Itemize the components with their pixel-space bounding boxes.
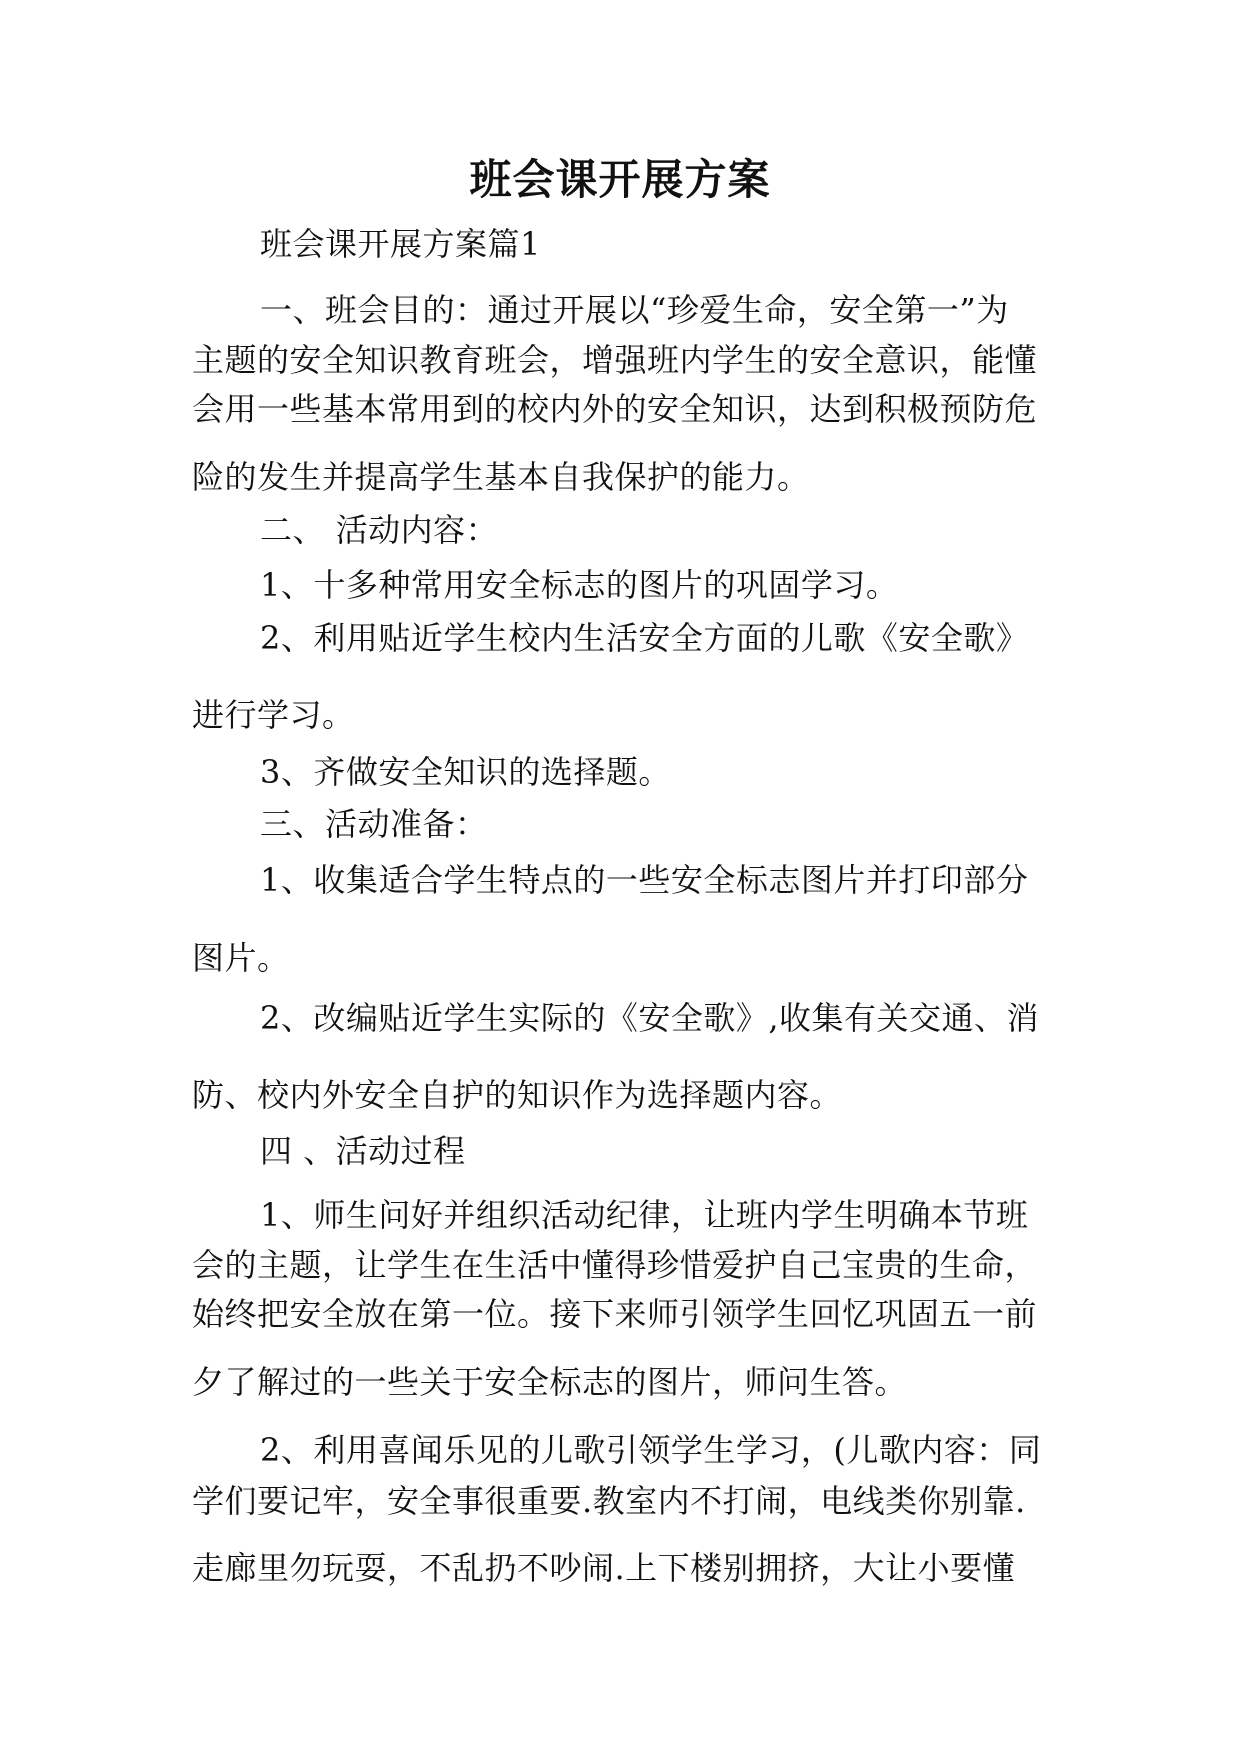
text-line: 夕了解过的一些关于安全标志的图片，师问生答。 xyxy=(192,1363,908,1401)
text-line: 2、利用贴近学生校内生活安全方面的儿歌《安全歌》 xyxy=(260,619,1029,657)
text-line: 2、改编贴近学生实际的《安全歌》,收集有关交通、消 xyxy=(260,999,1040,1037)
text-line: 学们要记牢，安全事很重要.教室内不打闹，电线类你别靠. xyxy=(192,1482,1026,1520)
page-title: 班会课开展方案 xyxy=(469,155,771,204)
text-line: 3、齐做安全知识的选择题。 xyxy=(260,753,671,791)
text-line: 始终把安全放在第一位。接下来师引领学生回忆巩固五一前 xyxy=(192,1295,1038,1333)
text-line: 四 、活动过程 xyxy=(260,1132,466,1170)
text-line: 1、十多种常用安全标志的图片的巩固学习。 xyxy=(260,566,899,604)
text-line: 三、活动准备： xyxy=(260,805,488,843)
text-line: 险的发生并提高学生基本自我保护的能力。 xyxy=(192,458,810,496)
text-line: 主题的安全知识教育班会，增强班内学生的安全意识，能懂 xyxy=(192,341,1038,379)
text-line: 防、校内外安全自护的知识作为选择题内容。 xyxy=(192,1076,843,1114)
text-line: 1、收集适合学生特点的一些安全标志图片并打印部分 xyxy=(260,861,1029,899)
text-line: 二、 活动内容： xyxy=(260,511,499,549)
text-line: 班会课开展方案篇1 xyxy=(260,225,541,263)
text-line: 2、利用喜闻乐见的儿歌引领学生学习，(儿歌内容：同 xyxy=(260,1431,1042,1469)
text-line: 走廊里勿玩耍，不乱扔不吵闹.上下楼别拥挤，大让小要懂 xyxy=(192,1549,1016,1587)
text-line: 进行学习。 xyxy=(192,696,355,734)
text-line: 会用一些基本常用到的校内外的安全知识，达到积极预防危 xyxy=(192,390,1038,428)
text-line: 一、班会目的：通过开展以“珍爱生命，安全第一”为 xyxy=(260,291,1009,329)
text-line: 会的主题，让学生在生活中懂得珍惜爱护自己宝贵的生命， xyxy=(192,1246,1038,1284)
text-line: 图片。 xyxy=(192,939,290,977)
text-line: 1、师生问好并组织活动纪律，让班内学生明确本节班 xyxy=(260,1196,1029,1234)
